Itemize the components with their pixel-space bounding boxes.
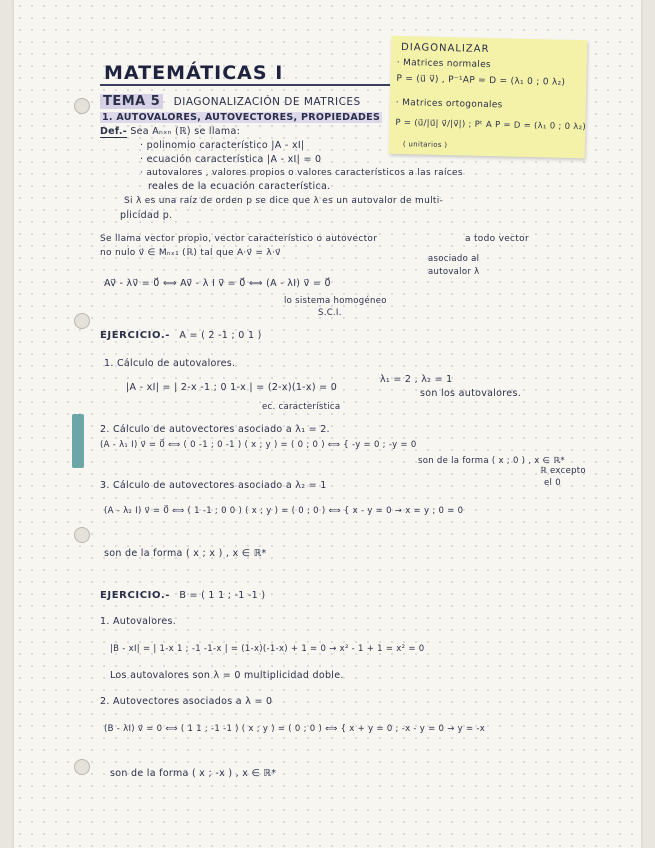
definition-intro bbox=[100, 126, 240, 137]
exercise-form: son de la forma ( x ; 0 ) , x ∈ ℝ* bbox=[418, 456, 565, 466]
exercise-step: 1. Cálculo de autovalores. bbox=[104, 358, 236, 369]
exercise-equation: (A - λ₂ I) v⃗ = 0⃗ ⟺ ( 1 -1 ; 0 0 ) ( x ; y ) = ( 0 ; 0 ) ⟺ { x - y = 0 → x = y ; 0 = 0 bbox=[104, 506, 464, 516]
note-line: ( unitarios ) bbox=[402, 140, 448, 150]
binder-hole bbox=[74, 98, 90, 114]
excepto-note: ℝ excepto bbox=[540, 466, 586, 476]
exercise-1-heading bbox=[100, 330, 262, 341]
note-line: P = (u⃗ v⃗) , P⁻¹AP = D = (λ₁ 0 ; 0 λ₂) bbox=[396, 73, 566, 88]
autovector-equation: Av⃗ - λv⃗ = 0⃗ ⟺ Av⃗ - λ I v⃗ = 0⃗ ⟺ (A - λI) v⃗ = 0⃗ bbox=[104, 278, 331, 289]
definition-bullet: · ecuación característica |A - xI| = 0 bbox=[140, 154, 322, 165]
autovector-annotation: asociado al bbox=[428, 254, 480, 264]
multiplicity-text: Si λ es una raíz de orden p se dice que λ es un autovalor de multi- bbox=[124, 196, 444, 206]
exercise-step: 2. Cálculo de autovectores asociado a λ₁ = 2. bbox=[100, 424, 330, 435]
definition-bullet-cont: reales de la ecuación característica. bbox=[148, 181, 331, 192]
section-heading bbox=[100, 112, 382, 123]
exercise-form: son de la forma ( x ; -x ) , x ∈ ℝ* bbox=[110, 768, 277, 779]
note-line: · Matrices normales bbox=[396, 57, 492, 71]
eigenvalue-roots: λ₁ = 2 , λ₂ = 1 bbox=[380, 374, 453, 385]
exercise-form: son de la forma ( x ; x ) , x ∈ ℝ* bbox=[104, 548, 267, 559]
note-line: P = (u⃗/|u⃗| v⃗/|v⃗|) ; Pᵗ A P = D = (λ₁ 0 ; 0 λ₂) bbox=[395, 117, 587, 133]
tema-name: DIAGONALIZACIÓN DE MATRICES bbox=[173, 96, 361, 108]
definition-bullet: · autovalores , valores propios o valores característicos a las raíces bbox=[140, 168, 463, 178]
exercise-matrix: B = ( 1 1 ; -1 -1 ) bbox=[179, 590, 266, 601]
note-line: · Matrices ortogonales bbox=[395, 97, 503, 111]
binder-hole bbox=[74, 313, 90, 329]
autovector-annotation: autovalor λ bbox=[428, 267, 480, 277]
sticky-note bbox=[389, 36, 588, 158]
autovector-def: Se llama vector propio, vector característico o autovector bbox=[100, 234, 378, 244]
exercise-matrix: A = ( 2 -1 ; 0 1 ) bbox=[179, 330, 262, 341]
autovector-def: a todo vector bbox=[465, 234, 529, 244]
exercise-step: 3. Cálculo de autovectores asociado a λ₂ = 1 bbox=[100, 480, 327, 491]
exercise-2-heading bbox=[100, 590, 265, 601]
multiplicity-text: plicidad p. bbox=[120, 210, 173, 221]
exercise-label: EJERCICIO.- bbox=[100, 590, 171, 601]
system-note: S.C.I. bbox=[318, 308, 342, 318]
exercise-step: 2. Autovectores asociados a λ = 0 bbox=[100, 696, 273, 707]
exercise-result: Los autovalores son λ = 0 multiplicidad doble. bbox=[110, 670, 344, 681]
exercise-equation: (A - λ₁ I) v⃗ = 0⃗ ⟺ ( 0 -1 ; 0 -1 ) ( x ; y ) = ( 0 ; 0 ) ⟺ { -y = 0 ; -y = 0 bbox=[100, 440, 417, 450]
page-title: MATEMÁTICAS I bbox=[104, 62, 284, 84]
exercise-determinant: |A - xI| = | 2-x -1 ; 0 1-x | = (2-x)(1-x) = 0 bbox=[126, 382, 338, 393]
tema-heading bbox=[100, 94, 361, 109]
system-note: lo sistema homogéneo bbox=[284, 296, 387, 306]
exercise-determinant: |B - xI| = | 1-x 1 ; -1 -1-x | = (1-x)(-1-x) + 1 = 0 → x² - 1 + 1 = x² = 0 bbox=[110, 644, 425, 654]
exercise-equation: (B - λI) v⃗ = 0 ⟺ ( 1 1 ; -1 -1 ) ( x ; y ) = ( 0 ; 0 ) ⟺ { x + y = 0 ; -x - y = 0 → y = -x bbox=[104, 724, 486, 734]
section-heading-text: 1. AUTOVALORES, AUTOVECTORES, PROPIEDADES bbox=[102, 112, 381, 123]
binder-hole bbox=[74, 527, 90, 543]
note-title: DIAGONALIZAR bbox=[400, 42, 490, 56]
page-tab-marker bbox=[72, 414, 84, 468]
definition-bullet: · polinomio característico |A - xI| bbox=[140, 140, 305, 151]
exercise-step: 1. Autovalores. bbox=[100, 616, 177, 627]
binder-hole bbox=[74, 759, 90, 775]
title-underline bbox=[100, 84, 390, 86]
autovector-def: no nulo v⃗ ∈ Mₙₓ₁ (ℝ) tal que A·v⃗ = λ·v⃗ bbox=[100, 248, 281, 258]
definition-text: Sea Aₙₓₙ (ℝ) se llama: bbox=[130, 126, 241, 137]
tema-number: TEMA 5 bbox=[100, 94, 163, 109]
definition-label: Def.- bbox=[100, 126, 127, 137]
excepto-note: el 0 bbox=[544, 478, 561, 488]
ec-caracteristica-note: ec. característica bbox=[262, 402, 341, 412]
eigenvalue-roots-note: son los autovalores. bbox=[420, 388, 522, 399]
exercise-label: EJERCICIO.- bbox=[100, 330, 171, 341]
